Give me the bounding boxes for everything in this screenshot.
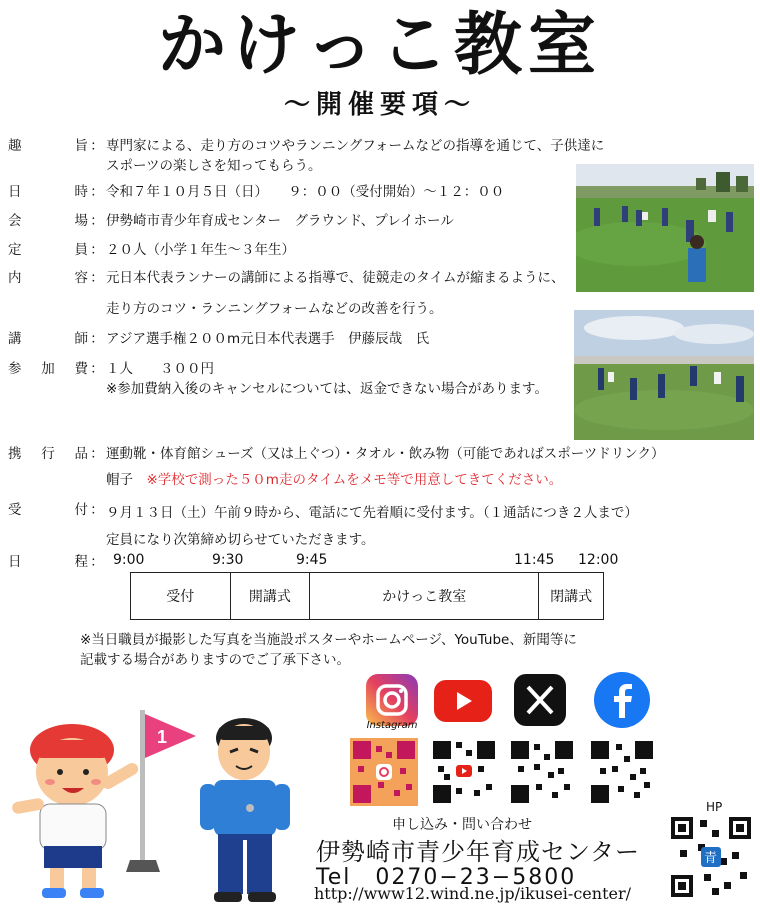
detail-row-fee: 参加費 ： １人 ３００円 ※参加費納入後のキャンセルについては、返金できない場合があります。 bbox=[8, 361, 548, 397]
schedule-time: 9:30 bbox=[212, 552, 244, 568]
schedule-block-closing: 閉講式 bbox=[550, 589, 593, 605]
youtube-qr-code[interactable] bbox=[430, 738, 498, 806]
event-photo-1 bbox=[576, 164, 754, 292]
schedule-block-class: かけっこ教室 bbox=[310, 573, 539, 619]
event-photo-2 bbox=[574, 310, 754, 440]
schedule-table bbox=[130, 572, 604, 620]
detail-row-purpose: 趣旨 ： 専門家による、走り方のコツやランニングフォームなどの指導を通じて、子供達に スポーツの楽しさを知ってもらう。 bbox=[8, 138, 605, 174]
website-link[interactable]: http://www12.wind.ne.jp/ikusei-center/ bbox=[314, 884, 631, 903]
hp-label: HP bbox=[706, 800, 723, 814]
phone-number[interactable]: Tel 0270−23−5800 bbox=[316, 865, 577, 890]
facebook-icon[interactable] bbox=[594, 672, 650, 728]
detail-row-content-cont: 走り方のコツ・ランニングフォームなどの改善を行う。 bbox=[106, 301, 443, 317]
schedule-time: 9:45 bbox=[296, 552, 328, 568]
photo-usage-note: ※当日職員が撮影した写真を当施設ポスターやホームページ、YouTube、新聞等に 記載する場合がありますのでご了承下さい。 bbox=[80, 632, 577, 668]
detail-row-reception: 受付 ： ９月１３日（土）午前９時から、電話にて先着順に受付ます。（１通話につき２人まで） 定員になり次第締め切らせていただきます。 bbox=[8, 502, 638, 548]
schedule-label-row: 日程 ： bbox=[8, 554, 104, 570]
schedule-block-opening: 開講式 bbox=[231, 573, 311, 619]
facebook-qr-code[interactable] bbox=[588, 738, 656, 806]
page-subtitle: 〜開催要項〜 bbox=[283, 90, 476, 120]
detail-row-content: 内容 ： 元日本代表ランナーの講師による指導で、徒競走のタイムが縮まるように、 bbox=[8, 270, 565, 286]
center-name: 伊勢崎市青少年育成センター bbox=[316, 838, 641, 866]
x-qr-code[interactable] bbox=[508, 738, 576, 806]
children-illustration bbox=[0, 700, 310, 908]
page-title: かけっこ教室 bbox=[157, 6, 602, 85]
schedule-block-reception: 受付 bbox=[131, 573, 231, 619]
instagram-qr-code[interactable] bbox=[350, 738, 418, 806]
schedule-time: 9:00 bbox=[113, 552, 145, 568]
schedule-time: 11:45 bbox=[514, 552, 555, 568]
schedule-time: 12:00 bbox=[578, 552, 619, 568]
flag-number: 1 bbox=[157, 727, 168, 747]
detail-row-instructor: 講師 ： アジア選手権２００m元日本代表選手 伊藤辰哉 氏 bbox=[8, 331, 430, 347]
detail-row-datetime: 日時 ： 令和７年１０月５日（日） ９：００（受付開始）〜１２：００ bbox=[8, 184, 505, 200]
youtube-icon[interactable] bbox=[434, 680, 492, 722]
belongings-note: 帽子 ※学校で測った５０m走のタイムをメモ等で用意してきてください。 bbox=[106, 472, 563, 488]
detail-row-venue: 会場 ： 伊勢崎市青少年育成センター グラウンド、プレイホール bbox=[8, 213, 454, 229]
homepage-qr-code[interactable] bbox=[668, 814, 754, 900]
detail-row-belongings: 携行品 ： 運動靴・体育館シューズ（又は上ぐつ）・タオル・飲み物（可能であればスポーツドリンク） bbox=[8, 446, 665, 462]
contact-heading: 申し込み・問い合わせ bbox=[392, 817, 532, 833]
instagram-icon[interactable] bbox=[366, 674, 418, 726]
flag-shape bbox=[145, 714, 196, 758]
time-memo-warning: ※学校で測った５０m走のタイムをメモ等で用意してきてください。 bbox=[146, 472, 563, 488]
x-icon[interactable] bbox=[514, 674, 566, 726]
hp-qr-badge-text: 青 bbox=[704, 851, 718, 866]
instagram-caption: Instagram bbox=[366, 720, 418, 731]
detail-row-capacity: 定員 ： ２０人（小学１年生〜３年生） bbox=[8, 242, 295, 258]
